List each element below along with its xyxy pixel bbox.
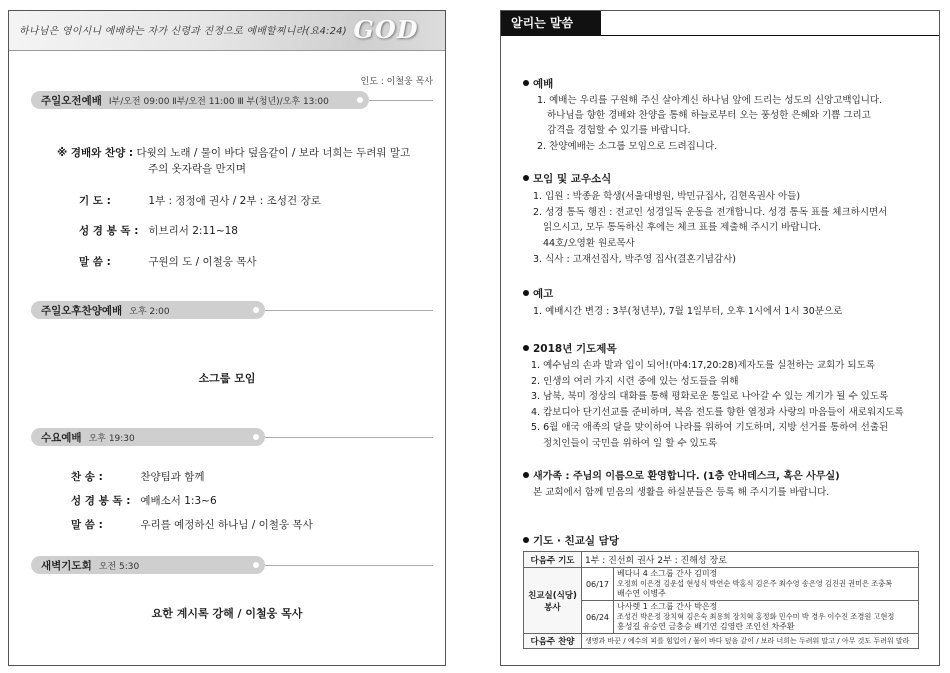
prayer-room-title-text: 기도 · 친교실 담당 <box>533 535 619 547</box>
fellowship-label <box>524 568 582 634</box>
notice-title-text: 예고 <box>533 288 554 300</box>
sermon-label: 말 씀 : <box>79 256 111 268</box>
bar-dot-icon <box>253 562 259 568</box>
worship-line: 하나님을 향한 경배와 찬양을 통해 하늘로부터 오는 풍성한 은혜와 기쁨 그리고 <box>547 110 871 121</box>
wed-scripture-row <box>71 493 217 508</box>
wednesday-service-bar <box>31 428 265 446</box>
prayer-topic-line: 3. 남북, 북미 정상의 대화를 통해 평화로운 통일로 나아갈 수 있는 계기가 될 수 있도록 <box>531 391 889 402</box>
sunday-morning-service-bar <box>31 91 369 109</box>
fellowship-date: 06/17 <box>582 568 614 601</box>
divider-line <box>265 565 433 566</box>
prayer-topic-line: 1. 예수님의 손과 발과 입이 되어!(마4:17,20:28)제자도를 실천하는 교회가 되도록 <box>531 360 875 371</box>
members-line: 오정희 이은경 김운섭 현성식 박연순 박홍식 김은주 최수영 송은영 김진권 권미은 조충복 <box>617 579 893 588</box>
newcomer-title-text: 새가족 : 주님의 이름으로 환영합니다. (1층 안내데스크, 혹은 사무실) <box>533 471 840 482</box>
sermon-value: 구원의 도 / 이철웅 목사 <box>148 256 257 268</box>
service-time: 오후 2:00 <box>129 306 170 317</box>
prayer-value: 1부 : 정정애 권사 / 2부 : 조성건 장로 <box>148 195 321 207</box>
next-prayer-value: 1부 : 진선희 권사 2부 : 진해성 장로 <box>582 552 919 568</box>
notice-section-title <box>523 286 553 301</box>
news-title-text: 모임 및 교우소식 <box>533 173 612 185</box>
scripture-verse: 하나님은 영이시니 예배하는 자가 신령과 진정으로 예배할찌니라(요4:24) <box>19 26 347 37</box>
fellowship-members <box>614 568 919 601</box>
members-line: 배수연 이병주 <box>617 589 666 598</box>
table-row <box>524 552 919 568</box>
wed-sermon-row <box>71 517 313 532</box>
members-line: 베다니 4 소그룹 간사 김미정 <box>617 569 718 578</box>
next-prayer-label: 다음주 기도 <box>524 552 582 568</box>
order-of-service-page <box>8 10 446 666</box>
bar-dot-icon <box>253 307 259 313</box>
prayer-room-title <box>523 533 619 548</box>
prayer-room-table <box>523 551 919 649</box>
wed-sermon-value: 우리를 예정하신 하나님 / 이철웅 목사 <box>140 519 313 531</box>
prayer-topics-title <box>523 341 617 356</box>
scripture-value: 히브리서 2:11~18 <box>148 225 238 237</box>
service-name: 수요예배 <box>41 431 82 444</box>
wed-sermon-label: 말 씀 : <box>71 519 103 531</box>
table-row <box>524 568 919 601</box>
next-praise-value: 생명과 바꾼 / 예수의 피를 힘입어 / 물이 바다 덮음 같이 / 보라 너희는 두려워 말고 / 아무 것도 두려워 말라 <box>582 634 919 649</box>
prayer-label: 기 도 : <box>79 195 111 207</box>
worship-line: 2. 찬양예배는 소그룹 모임으로 드려집니다. <box>537 141 718 152</box>
news-section-title <box>523 171 611 186</box>
newcomer-title <box>523 467 840 482</box>
bar-dot-icon <box>357 97 363 103</box>
bullet-icon <box>523 175 529 181</box>
worship-line: 1. 예배는 우리를 구원해 주신 살아계신 하나님 앞에 드리는 성도의 신앙고백입니다. <box>537 95 883 106</box>
bullet-icon <box>523 290 529 296</box>
news-line: 읽으시고, 모두 통독하신 후에는 체크 표를 제출해 주시기 바랍니다. <box>543 222 821 233</box>
dawn-content: 요한 계시록 강해 / 이철웅 목사 <box>151 607 303 620</box>
divider-line <box>369 100 433 101</box>
fellowship-label-line: 친교실(식당) <box>528 590 577 601</box>
wed-praise-value: 찬양팀과 함께 <box>140 471 205 483</box>
worship-title-text: 예배 <box>533 78 554 90</box>
next-praise-label: 다음주 찬양 <box>524 634 582 649</box>
members-line: 조성건 박은정 장치혁 김은숙 최용희 장치혁 홍정화 민수미 박 경우 이수진 조경원 고현정 <box>617 612 895 621</box>
wed-scripture-value: 예배소서 1:3~6 <box>140 495 217 507</box>
prayer-topics-title-text: 2018년 기도제목 <box>533 343 617 355</box>
news-line: 3. 식사 : 고재선집사, 박주영 집사(결혼기념감사) <box>533 254 736 265</box>
table-row <box>524 601 919 634</box>
news-line: 2. 성경 통독 행진 : 전교인 성경일독 운동을 전개합니다. 성경 통독 표를 체크하시면서 <box>533 207 888 218</box>
service-time: 오전 5:30 <box>98 561 140 572</box>
bar-dot-icon <box>253 434 259 440</box>
praise-row <box>57 145 410 160</box>
sunday-afternoon-service-bar <box>31 301 265 319</box>
news-line: 44호/오영환 원로목사 <box>543 238 635 249</box>
members-line: 나사렛 1 소그룹 간사 박은정 <box>617 602 718 611</box>
fellowship-members <box>614 601 919 634</box>
service-name: 새벽기도회 <box>41 559 92 572</box>
bullet-icon <box>523 537 529 543</box>
praise-label: ※ 경배와 찬양 : <box>57 147 134 159</box>
prayer-topic-line: 2. 인생의 여러 가지 시련 중에 있는 성도들을 위해 <box>531 376 739 387</box>
table-row <box>524 634 919 649</box>
service-name: 주일오후찬양예배 <box>41 304 123 317</box>
god-logo: GOD <box>353 15 419 44</box>
praise-value-line1: 다윗의 노래 / 물이 바다 덮음같이 / 보라 너희는 두려워 말고 <box>136 147 411 159</box>
wed-scripture-label: 성 경 봉 독 : <box>71 495 131 507</box>
worship-line: 감격을 경험할 수 있기를 바랍니다. <box>547 125 691 136</box>
wed-praise-label: 찬 송 : <box>71 471 103 483</box>
newcomer-line: 본 교회에서 함께 믿음의 생활을 하실분들은 등록 해 주시기를 바랍니다. <box>533 487 830 498</box>
divider-line <box>265 437 433 438</box>
sermon-row <box>79 254 257 269</box>
afternoon-content: 소그룹 모임 <box>198 372 256 385</box>
fellowship-label-line: 봉사 <box>544 602 561 613</box>
prayer-topic-line: 5. 6월 애국 애족의 달을 맞이하여 나라를 위하여 기도하며, 지방 선거를 통하여 선출된 <box>531 422 889 433</box>
praise-value-line2: 주의 옷자락을 만지며 <box>148 163 246 175</box>
notice-line: 1. 예배시간 변경 : 3부(청년부), 7월 1일부터, 오후 1시에서 1시 30분으로 <box>533 306 843 317</box>
scripture-label: 성 경 봉 독 : <box>79 225 139 237</box>
prayer-row <box>79 193 321 208</box>
service-name: 주일오전예배 <box>41 94 102 107</box>
service-time: Ⅰ부/오전 09:00 Ⅱ부/오전 11:00 Ⅲ 부(청년)/오후 13:00 <box>108 96 329 107</box>
fellowship-date: 06/24 <box>582 601 614 634</box>
bullet-icon <box>523 345 529 351</box>
bullet-icon <box>523 80 529 86</box>
header-rule <box>501 35 939 36</box>
dawn-prayer-bar <box>31 556 265 574</box>
announcements-page <box>500 10 940 666</box>
announcements-header: 알리는 말씀 <box>501 11 601 35</box>
worship-section-title <box>523 76 553 91</box>
wed-praise-row <box>71 469 205 484</box>
prayer-topic-line: 4. 캄보디아 단기선교를 준비하며, 복음 전도를 향한 열정과 사랑의 마음들이 새로워지도록 <box>531 407 904 418</box>
service-time: 오후 19:30 <box>88 433 135 444</box>
verse-banner <box>9 11 445 51</box>
worship-leader: 인도 : 이철웅 목사 <box>360 77 433 87</box>
news-line: 1. 입원 : 박종윤 학생(서울대병원, 박민규집사, 김현옥권사 아들) <box>533 191 801 202</box>
members-line: 홍성길 유승연 금충승 배기연 김영란 조인선 차주환 <box>617 622 795 631</box>
scripture-row <box>79 223 238 238</box>
bullet-icon <box>523 472 529 478</box>
prayer-topic-line: 정치인들이 국민을 위하여 일 할 수 있도록 <box>543 438 718 449</box>
divider-line <box>265 310 433 311</box>
